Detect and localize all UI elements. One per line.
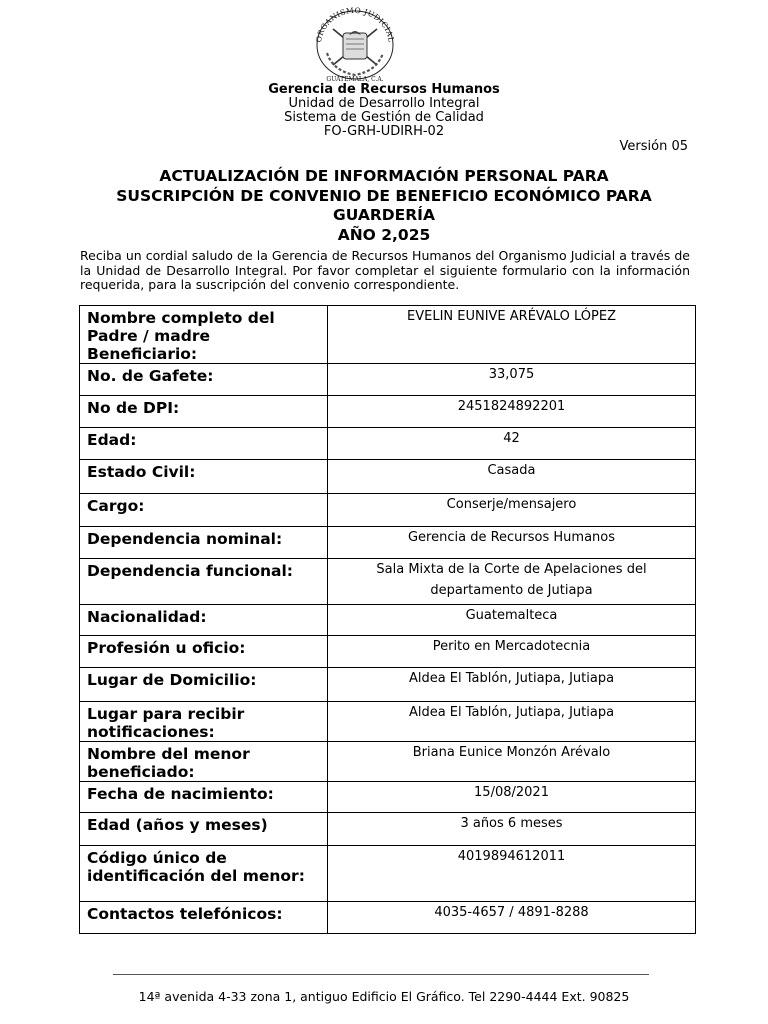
row-label: Cargo: xyxy=(80,494,328,527)
row-label: Contactos telefónicos: xyxy=(80,902,328,934)
version-label: Versión 05 xyxy=(619,139,688,154)
row-label: Dependencia funcional: xyxy=(80,559,328,605)
row-label: Estado Civil: xyxy=(80,460,328,494)
table-row xyxy=(80,428,696,460)
row-label: Nacionalidad: xyxy=(80,605,328,636)
row-value: Perito en Mercadotecnia xyxy=(328,636,696,668)
row-label: Profesión u oficio: xyxy=(80,636,328,668)
document-header xyxy=(0,83,768,139)
table-row xyxy=(80,813,696,846)
footer-divider xyxy=(113,974,649,975)
title-line-2: SUSCRIPCIÓN DE CONVENIO DE BENEFICIO ECONÓMICO PARA xyxy=(116,186,652,205)
org-name: Gerencia de Recursos Humanos xyxy=(268,82,500,97)
row-value: Guatemalteca xyxy=(328,605,696,636)
quality-system: Sistema de Gestión de Calidad xyxy=(284,110,484,125)
table-row xyxy=(80,559,696,605)
row-label: Código único de identificación del menor: xyxy=(80,846,328,902)
row-value: Aldea El Tablón, Jutiapa, Jutiapa xyxy=(328,702,696,742)
row-value: Gerencia de Recursos Humanos xyxy=(328,527,696,559)
row-value: 33,075 xyxy=(328,364,696,396)
row-value: Sala Mixta de la Corte de Apelaciones del departamento de Jutiapa xyxy=(328,559,696,605)
row-label: Edad: xyxy=(80,428,328,460)
seal-caption: GUATEMALA, C.A. xyxy=(326,76,384,83)
unit-name: Unidad de Desarrollo Integral xyxy=(288,96,480,111)
row-label: Fecha de nacimiento: xyxy=(80,782,328,813)
title-line-1: ACTUALIZACIÓN DE INFORMACIÓN PERSONAL PARA xyxy=(159,167,609,185)
row-label: Edad (años y meses) xyxy=(80,813,328,846)
document-title xyxy=(70,167,698,245)
table-row xyxy=(80,902,696,934)
row-label: Lugar de Domicilio: xyxy=(80,668,328,702)
form-code: FO-GRH-UDIRH-02 xyxy=(323,124,445,139)
row-label: Nombre completo del Padre / madre Beneficiario: xyxy=(80,306,328,364)
row-value: 42 xyxy=(328,428,696,460)
title-line-3: GUARDERÍA xyxy=(333,206,435,224)
row-label: No de DPI: xyxy=(80,396,328,428)
row-value: Briana Eunice Monzón Arévalo xyxy=(328,742,696,782)
row-label: Lugar para recibir notificaciones: xyxy=(80,702,328,742)
footer-address: 14ª avenida 4-33 zona 1, antiguo Edificio El Gráfico. Tel 2290-4444 Ext. 90825 xyxy=(138,989,630,1004)
intro-paragraph: Reciba un cordial saludo de la Gerencia de Recursos Humanos del Organismo Judicial a través de la Unidad de Desarrollo Integral. Por favor completar el siguiente formulario con la información requerida, para la suscripción del convenio correspondiente. xyxy=(80,248,690,292)
table-row xyxy=(80,846,696,902)
table-row xyxy=(80,494,696,527)
row-label: Dependencia nominal: xyxy=(80,527,328,559)
row-value: 4035-4657 / 4891-8288 xyxy=(328,902,696,934)
row-value: Conserje/mensajero xyxy=(328,494,696,527)
row-value: 4019894612011 xyxy=(328,846,696,902)
title-line-4: AÑO 2,025 xyxy=(337,225,431,244)
svg-text:ORGANISMO JUDICIAL: ORGANISMO JUDICIAL xyxy=(314,5,396,44)
organismo-judicial-seal xyxy=(309,5,401,83)
personal-info-table xyxy=(79,305,696,934)
table-row xyxy=(80,364,696,396)
table-row xyxy=(80,605,696,636)
row-value: 15/08/2021 xyxy=(328,782,696,813)
table-row xyxy=(80,527,696,559)
row-value: Casada xyxy=(328,460,696,494)
table-row xyxy=(80,460,696,494)
table-row xyxy=(80,702,696,742)
row-value: 3 años 6 meses xyxy=(328,813,696,846)
table-row xyxy=(80,636,696,668)
row-value: Aldea El Tablón, Jutiapa, Jutiapa xyxy=(328,668,696,702)
table-row xyxy=(80,396,696,428)
table-row xyxy=(80,742,696,782)
table-row xyxy=(80,782,696,813)
row-value: EVELIN EUNIVE ARÉVALO LÓPEZ xyxy=(328,306,696,364)
row-label: Nombre del menor beneficiado: xyxy=(80,742,328,782)
table-row xyxy=(80,668,696,702)
row-value: 2451824892201 xyxy=(328,396,696,428)
row-label: No. de Gafete: xyxy=(80,364,328,396)
table-row xyxy=(80,306,696,364)
